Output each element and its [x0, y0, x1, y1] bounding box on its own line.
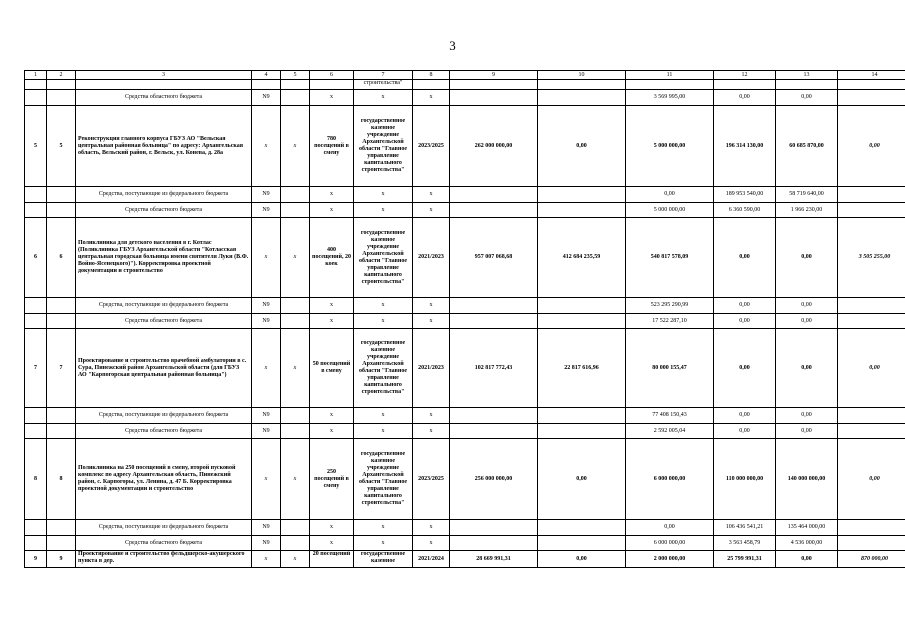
- fund-label: Средства, поступающие из федерального бюджета: [76, 187, 252, 203]
- table-row: Средства областного бюджета N9 x x x 6 000 000,00 3 563 458,79 4 536 000,00: [25, 536, 905, 551]
- column-header: 11: [626, 71, 714, 80]
- fund-label: Средства областного бюджета: [76, 203, 252, 218]
- object-name: Поликлиника на 250 посещений в смену, второй пусковой комплекс по адресу Архангельская область, Пинежский район, с. Карпогоры, ул. Ленина, д. 47 Б. Корректировка проектной документации и строительство: [76, 439, 252, 520]
- page-number: 3: [449, 38, 456, 53]
- column-header: 6: [310, 71, 354, 80]
- fund-label: Средства областного бюджета: [76, 314, 252, 329]
- object-name: Проектирование и строительство фельдшерско-акушерского пункта в дер.: [76, 551, 252, 568]
- column-header: 3: [76, 71, 252, 80]
- column-header: 1: [25, 71, 47, 80]
- table-row: [25, 80, 905, 90]
- object-name: Проектирование и строительство врачебной амбулатории в с. Сура, Пинежский район Архангельской области (для ГБУЗ АО "Карпогорская центральная районная больница"): [76, 329, 252, 408]
- column-header: 12: [714, 71, 776, 80]
- table-row: Средства областного бюджета N9 x x x 5 000 000,00 6 360 590,00 1 966 230,00: [25, 203, 905, 218]
- table-row: 6 6 Поликлиника для детского населения в г. Котлас (Поликлиника ГБУЗ Архангельской области "Котласская центральная городская больница имени святителя Луки (В.Ф. Войно-Ясенецкого)"). Корректировка проектной документации и строительство x x 400 посещений, 20 коек государственное казенное учреждение Архангельской области "Главное управление капитального строительства" 2021/2023 957 007 068,68 412 684 235,59 540 817 578,09 0,00 0,00 3 505 255,00: [25, 218, 905, 298]
- code-cell: N9: [252, 90, 281, 106]
- column-header: 8: [413, 71, 450, 80]
- fund-label: Средства областного бюджета: [76, 424, 252, 439]
- fund-label: Средства областного бюджета: [76, 90, 252, 106]
- customer-cell: государственное казенное: [354, 551, 413, 568]
- column-header: 10: [538, 71, 626, 80]
- customer-cell: строительства": [354, 80, 413, 90]
- column-header: 7: [354, 71, 413, 80]
- table-row: Средства, поступающие из федерального бюджета N9 x x x 77 408 150,43 0,00 0,00: [25, 408, 905, 424]
- column-header: 9: [450, 71, 538, 80]
- fund-label: Средства, поступающие из федерального бюджета: [76, 520, 252, 536]
- object-name: Реконструкция главного корпуса ГБУЗ АО "Вельская центральная районная больница" по адресу: Архангельская область, Вельский район, г. Вельск, ул. Конева, д. 28а: [76, 106, 252, 187]
- table-row: Средства, поступающие из федерального бюджета N9 x x x 0,00 189 953 540,00 58 719 640,00: [25, 187, 905, 203]
- column-header: 4: [252, 71, 281, 80]
- fund-label: Средства областного бюджета: [76, 536, 252, 551]
- customer-cell: государственное казенное учреждение Архангельской области "Главное управление капитального строительства": [354, 329, 413, 408]
- fund-label: Средства, поступающие из федерального бюджета: [76, 408, 252, 424]
- header-row: [25, 71, 905, 80]
- column-header: 2: [47, 71, 76, 80]
- table-row: Средства, поступающие из федерального бюджета N9 x x x 0,00 106 436 541,21 135 464 000,00: [25, 520, 905, 536]
- table-row: 9 9 Проектирование и строительство фельдшерско-акушерского пункта в дер. x x 20 посещений государственное казенное 2021/2024 28 669 991,31 0,00 2 000 000,00 25 799 991,31 0,00 870 000,00: [25, 551, 905, 568]
- table-row: 5 5 Реконструкция главного корпуса ГБУЗ АО "Вельская центральная районная больница" по адресу: Архангельская область, Вельский район, г. Вельск, ул. Конева, д. 28а x x 780 посещений в смену государственное казенное учреждение Архангельской области "Главное управление капитального строительства" 2023/2025 262 000 000,00 0,00 5 000 000,00 196 314 130,00 60 685 870,00 0,00: [25, 106, 905, 187]
- column-header: 5: [281, 71, 310, 80]
- customer-cell: государственное казенное учреждение Архангельской области "Главное управление капитального строительства": [354, 106, 413, 187]
- customer-cell: государственное казенное учреждение Архангельской области "Главное управление капитального строительства": [354, 218, 413, 298]
- table-row: 8 8 Поликлиника на 250 посещений в смену, второй пусковой комплекс по адресу Архангельская область, Пинежский район, с. Карпогоры, ул. Ленина, д. 47 Б. Корректировка проектной документации и строительство x x 250 посещений в смену государственное казенное учреждение Архангельской области "Главное управление капитального строительства" 2023/2025 256 000 000,00 0,00 6 000 000,00 110 000 000,00 140 000 000,00 0,00: [25, 439, 905, 520]
- table-row: Средства областного бюджета N9 x x x 3 569 995,00 0,00 0,00: [25, 90, 905, 106]
- table-row: 7 7 Проектирование и строительство врачебной амбулатории в с. Сура, Пинежский район Архангельской области (для ГБУЗ АО "Карпогорская центральная районная больница") x x 50 посещений в смену государственное казенное учреждение Архангельской области "Главное управление капитального строительства" 2021/2023 102 817 772,43 22 817 616,96 80 000 155,47 0,00 0,00 0,00: [25, 329, 905, 408]
- table-row: Средства областного бюджета N9 x x x 17 522 287,10 0,00 0,00: [25, 314, 905, 329]
- fund-label: Средства, поступающие из федерального бюджета: [76, 298, 252, 314]
- investment-table: [24, 70, 905, 568]
- column-header: 14: [838, 71, 905, 80]
- column-header: 13: [776, 71, 838, 80]
- object-name: Поликлиника для детского населения в г. Котлас (Поликлиника ГБУЗ Архангельской области "Котласская центральная городская больница имени святителя Луки (В.Ф. Войно-Ясенецкого)"). Корректировка проектной документации и строительство: [76, 218, 252, 298]
- table-row: Средства областного бюджета N9 x x x 2 592 005,04 0,00 0,00: [25, 424, 905, 439]
- table-row: Средства, поступающие из федерального бюджета N9 x x x 523 295 290,99 0,00 0,00: [25, 298, 905, 314]
- customer-cell: государственное казенное учреждение Архангельской области "Главное управление капитального строительства": [354, 439, 413, 520]
